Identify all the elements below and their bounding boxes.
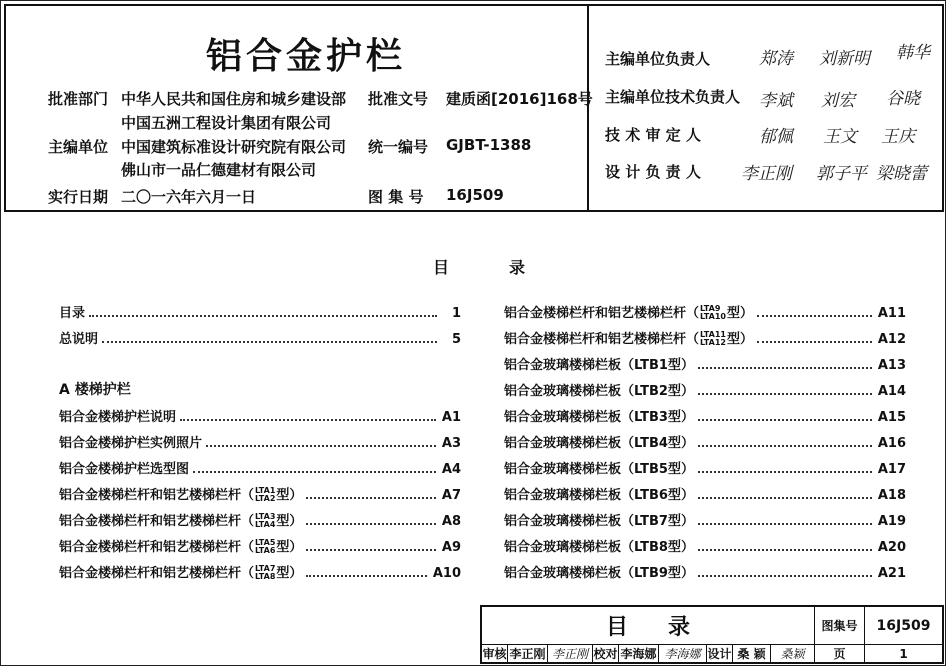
toc-entry[interactable]: [504, 483, 906, 503]
toc-entry[interactable]: [504, 535, 906, 555]
type-code-bottom: LTA6: [255, 546, 276, 555]
tb-review-label: 审核: [482, 647, 507, 661]
leader-dots: [306, 575, 426, 577]
toc-entry-page: A13: [877, 358, 906, 373]
toc-entry-page: A14: [877, 384, 906, 399]
toc-entry-page: A3: [441, 436, 461, 451]
signature-panel: [591, 6, 942, 210]
toc-entry[interactable]: [59, 457, 461, 477]
toc-entry[interactable]: [59, 431, 461, 451]
tb-designer-signature: 桑颖: [771, 645, 815, 662]
type-code-top: LTA5: [255, 538, 276, 547]
toc-entry-title: 铝合金玻璃楼梯栏板（LTB2型）: [504, 380, 698, 399]
toc-entry[interactable]: [504, 301, 906, 321]
toc-entry-title: 铝合金玻璃楼梯栏板（LTB3型）: [504, 406, 698, 425]
toc-entry[interactable]: [59, 535, 461, 555]
editor-label: 主编单位: [48, 138, 109, 156]
rail-suffix: 型）: [276, 565, 303, 581]
approve-doc-label: 批准文号: [368, 90, 429, 108]
toc-entry[interactable]: [59, 483, 461, 503]
rail-suffix: 型）: [276, 539, 303, 555]
rail-prefix: 铝合金楼梯栏杆和铝艺楼梯栏杆（: [59, 565, 255, 581]
rail-suffix: 型）: [726, 305, 753, 321]
toc-entry-page: A4: [441, 462, 461, 477]
type-code-top: LTA11: [700, 330, 726, 339]
signature: 韩华: [896, 43, 930, 63]
leader-dots: [757, 315, 872, 317]
toc-entry[interactable]: [504, 405, 906, 425]
type-code: [255, 565, 275, 581]
tb-page-no: 1: [899, 646, 908, 661]
toc-entry-title: 铝合金玻璃楼梯栏板（LTB1型）: [504, 354, 698, 373]
tb-checker-signature: 李海娜: [659, 645, 707, 662]
type-code-top: LTA9: [700, 304, 721, 313]
leader-dots: [89, 315, 437, 317]
title-block: [480, 605, 944, 664]
toc-entry-title: [59, 536, 306, 556]
signature: 李正刚: [741, 164, 792, 184]
tb-reviewer: 李正刚: [508, 645, 548, 662]
tb-atlas-label: 图集号: [815, 607, 865, 645]
toc-entry-page: 5: [451, 332, 461, 347]
type-code-top: LTA1: [255, 486, 276, 495]
atlas-no-label: 图 集 号: [368, 188, 424, 206]
atlas-title: 铝合金护栏: [205, 36, 406, 77]
toc-entry-page: A16: [877, 436, 906, 451]
title-block-title: 目录: [482, 607, 815, 645]
toc-entry-title: 铝合金玻璃楼梯栏板（LTB4型）: [504, 432, 698, 451]
editor-row-1: [6, 112, 586, 132]
tb-atlas-no: 16J509: [865, 607, 942, 645]
toc-entry-page: A20: [877, 540, 906, 555]
toc-entry-title: [504, 328, 757, 348]
editor-2: 中国建筑标准设计研究院有限公司: [121, 138, 347, 156]
tb-designer: 桑 颖: [733, 645, 771, 662]
rail-prefix: 铝合金楼梯栏杆和铝艺楼梯栏杆（: [59, 487, 255, 503]
type-code-bottom: LTA8: [255, 572, 276, 581]
editor-3: 佛山市一品仁德建材有限公司: [121, 161, 317, 179]
leader-dots: [193, 471, 436, 473]
rail-suffix: 型）: [726, 331, 753, 347]
rail-suffix: 型）: [276, 513, 303, 529]
type-code: [255, 487, 275, 503]
rail-prefix: 铝合金楼梯栏杆和铝艺楼梯栏杆（: [59, 513, 255, 529]
leader-dots: [698, 549, 872, 551]
role-tech-chief: 主编单位技术负责人: [605, 88, 741, 106]
leader-dots: [206, 445, 436, 447]
toc-entry-page: A15: [877, 410, 906, 425]
signature: 郑涛: [759, 49, 793, 69]
signature: 王文: [823, 127, 857, 147]
leader-dots: [102, 341, 437, 343]
leader-dots: [698, 367, 872, 369]
leader-dots: [306, 549, 435, 551]
header-info-panel: [6, 6, 593, 210]
role-design-lead: 设 计 负 责 人: [605, 163, 701, 181]
toc-entry-title: 铝合金楼梯护栏说明: [59, 406, 180, 425]
tb-design-label: 设计: [707, 647, 732, 661]
signature: 李斌: [759, 91, 793, 111]
toc-entry-title: [59, 484, 306, 504]
tb-reviewer-signature: 李正刚: [548, 645, 593, 662]
signature: 谷晓: [886, 89, 920, 109]
signature: 郁佩: [759, 127, 793, 147]
type-code: [700, 305, 726, 321]
toc-entry[interactable]: [504, 457, 906, 477]
role-reviewer: 技 术 审 定 人: [605, 126, 701, 144]
toc-entry-title: [59, 510, 306, 530]
leader-dots: [698, 471, 872, 473]
leader-dots: [698, 419, 872, 421]
signature: 刘新明: [819, 49, 870, 69]
leader-dots: [698, 393, 872, 395]
toc-entry-title: 铝合金楼梯护栏选型图: [59, 458, 193, 477]
toc-entry-title: [59, 562, 306, 582]
toc-entry-page: A21: [877, 566, 906, 581]
type-code-bottom: LTA10: [700, 312, 726, 321]
type-code: [255, 513, 275, 529]
toc-entry-page: 1: [451, 306, 461, 321]
type-code-top: LTA7: [255, 564, 276, 573]
toc-entry-title: [504, 302, 757, 322]
toc-heading: 目录: [433, 258, 586, 277]
rail-prefix: 铝合金楼梯栏杆和铝艺楼梯栏杆（: [59, 539, 255, 555]
leader-dots: [757, 341, 872, 343]
toc-entry[interactable]: [504, 379, 906, 399]
type-code: [700, 331, 726, 347]
toc-entry-title: 目录: [59, 302, 89, 321]
type-code-bottom: LTA2: [255, 494, 276, 503]
signature: 郭子平: [816, 164, 867, 184]
toc-entry[interactable]: [59, 509, 461, 529]
toc-entry-title: 铝合金玻璃楼梯栏板（LTB9型）: [504, 562, 698, 581]
tb-checker: 李海娜: [619, 645, 659, 662]
approve-dept: 中华人民共和国住房和城乡建设部: [121, 90, 347, 108]
toc-entry-page: A19: [877, 514, 906, 529]
editor-row-3: [6, 159, 586, 179]
code-label: 统一编号: [368, 138, 429, 156]
rail-prefix: 铝合金楼梯栏杆和铝艺楼梯栏杆（: [504, 331, 700, 347]
date: 二〇一六年六月一日: [121, 188, 257, 206]
toc-entry[interactable]: [504, 509, 906, 529]
signature: 王庆: [881, 127, 915, 147]
toc-entry-page: A1: [441, 410, 461, 425]
toc-entry-page: A7: [441, 488, 461, 503]
toc-entry[interactable]: [59, 561, 461, 581]
toc-entry-title: 铝合金楼梯护栏实例照片: [59, 432, 206, 451]
leader-dots: [698, 523, 872, 525]
toc-entry-page: A17: [877, 462, 906, 477]
approve-doc: 建质函[2016]168号: [446, 90, 593, 108]
section-a-heading: A 楼梯护栏: [59, 382, 131, 398]
toc-entry-title: 铝合金玻璃楼梯栏板（LTB8型）: [504, 536, 698, 555]
toc-entry[interactable]: [59, 405, 461, 425]
rail-prefix: 铝合金楼梯栏杆和铝艺楼梯栏杆（: [504, 305, 700, 321]
toc-entry[interactable]: [59, 327, 461, 347]
toc-entry-page: A11: [877, 306, 906, 321]
toc-entry[interactable]: [504, 561, 906, 581]
toc-entry[interactable]: [504, 431, 906, 451]
date-row: [6, 186, 586, 206]
leader-dots: [698, 497, 872, 499]
toc-entry[interactable]: [504, 327, 906, 347]
toc-entry-page: A9: [441, 540, 461, 555]
leader-dots: [698, 575, 872, 577]
date-label: 实行日期: [48, 188, 109, 206]
toc-entry[interactable]: [504, 353, 906, 373]
leader-dots: [306, 497, 435, 499]
leader-dots: [306, 523, 435, 525]
atlas-no: 16J509: [446, 186, 504, 204]
type-code-bottom: LTA12: [700, 338, 726, 347]
toc-entry-page: A10: [432, 566, 461, 581]
approve-row: [6, 88, 593, 108]
toc-entry-page: A18: [877, 488, 906, 503]
editor-row-2: [6, 136, 586, 156]
editor-1: 中国五洲工程设计集团有限公司: [121, 114, 332, 132]
type-code-top: LTA3: [255, 512, 276, 521]
signature: 梁晓蕾: [876, 164, 927, 184]
signature: 刘宏: [821, 91, 855, 111]
approve-dept-label: 批准部门: [48, 90, 109, 108]
leader-dots: [698, 445, 872, 447]
toc-entry-title: 铝合金玻璃楼梯栏板（LTB5型）: [504, 458, 698, 477]
toc-entry-title: 铝合金玻璃楼梯栏板（LTB6型）: [504, 484, 698, 503]
toc-entry-title: 总说明: [59, 328, 102, 347]
code: GJBT-1388: [446, 136, 532, 154]
toc-entry[interactable]: [59, 301, 461, 321]
type-code: [255, 539, 275, 555]
toc-entry-page: A12: [877, 332, 906, 347]
role-chief-unit: 主编单位负责人: [605, 50, 711, 68]
tb-page-label: 页: [815, 645, 865, 662]
rail-suffix: 型）: [276, 487, 303, 503]
toc-entry-title: 铝合金玻璃楼梯栏板（LTB7型）: [504, 510, 698, 529]
cover-header: [4, 4, 944, 212]
tb-check-label: 校对: [593, 647, 618, 661]
type-code-bottom: LTA4: [255, 520, 276, 529]
leader-dots: [180, 419, 436, 421]
toc-entry-page: A8: [441, 514, 461, 529]
